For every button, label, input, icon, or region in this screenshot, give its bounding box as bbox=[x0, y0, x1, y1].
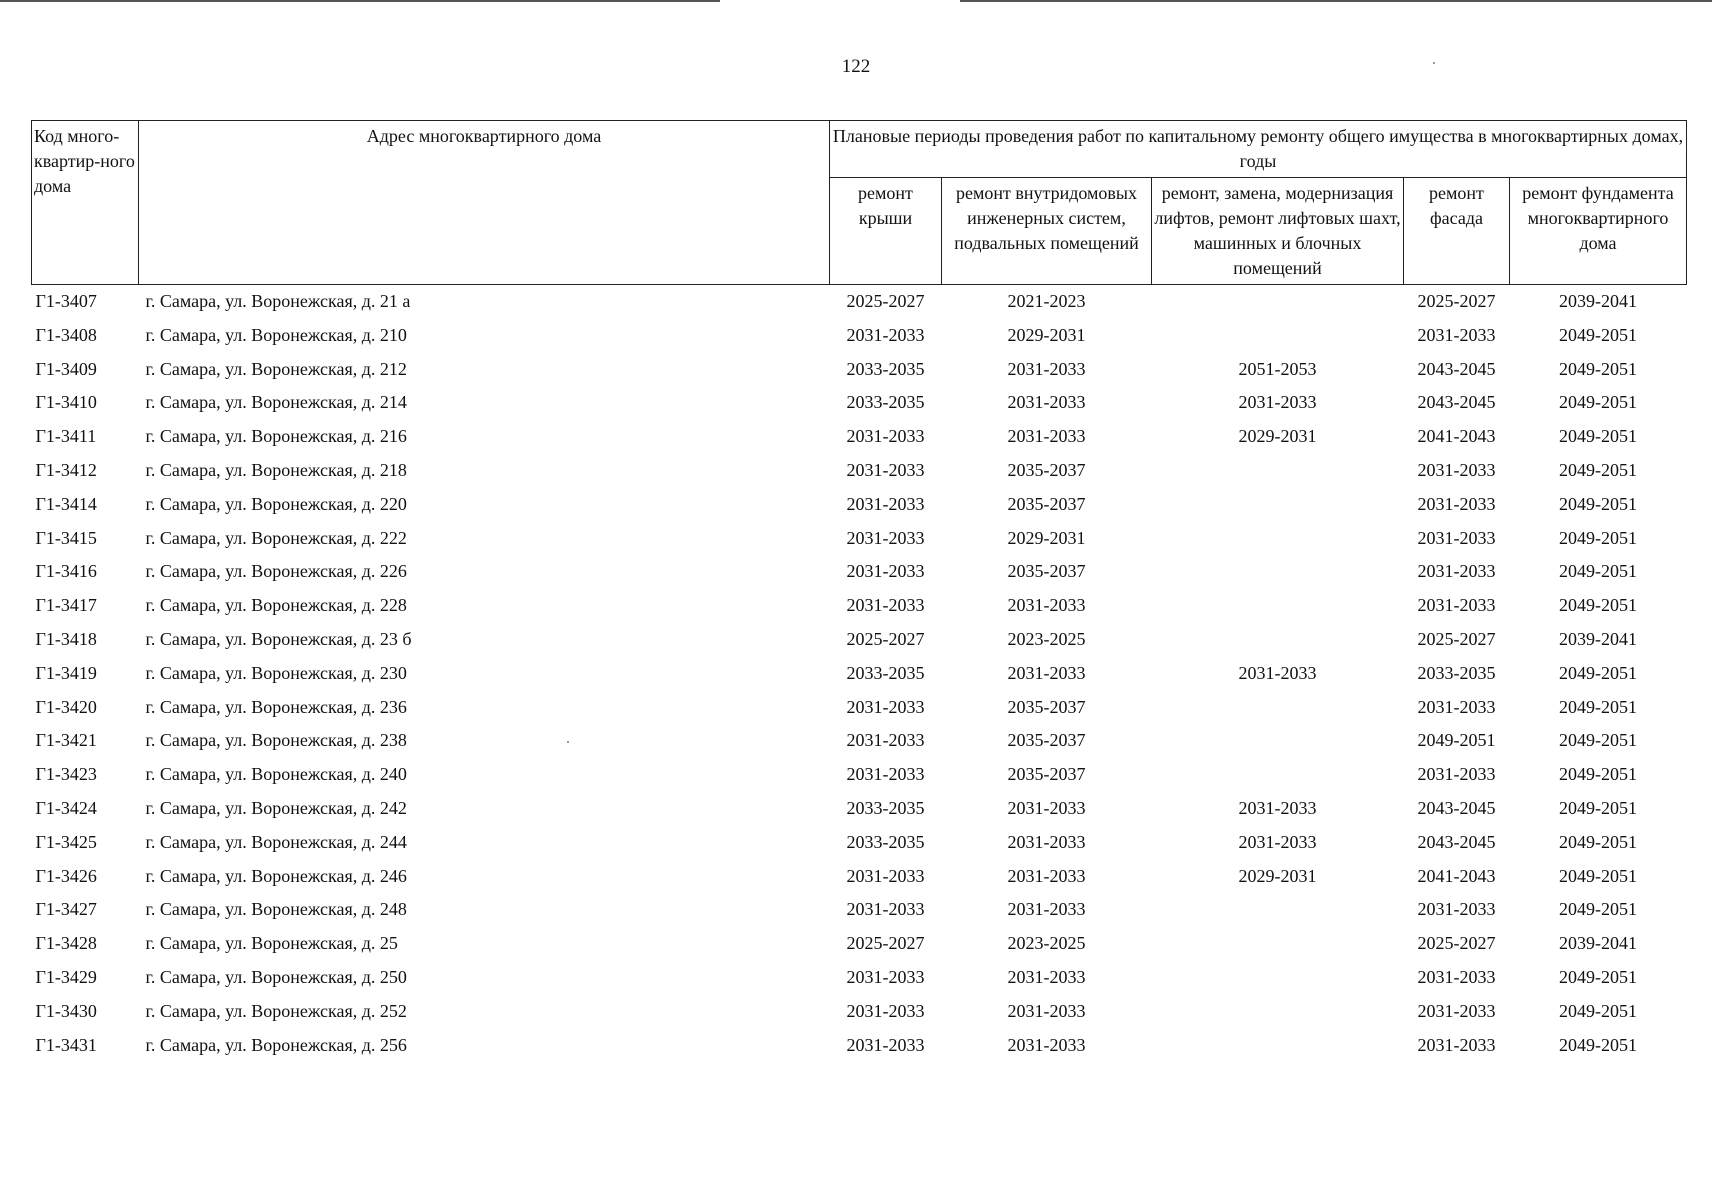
roof-period-cell: 2031-2033 bbox=[846, 899, 925, 920]
address-cell: г. Самара, ул. Воронежская, д. 256 bbox=[145, 1034, 407, 1055]
elevators-period-cell bbox=[1152, 319, 1404, 353]
address-cell: г. Самара, ул. Воронежская, д. 250 bbox=[145, 966, 407, 987]
roof-period-cell: 2025-2027 bbox=[846, 628, 925, 649]
facade-period-cell: 2031-2033 bbox=[1417, 459, 1496, 480]
code-cell: Г1-3408 bbox=[35, 324, 97, 345]
facade-period-cell: 2031-2033 bbox=[1417, 1034, 1496, 1055]
facade-period-cell: 2043-2045 bbox=[1417, 797, 1496, 818]
facade-period-cell: 2031-2033 bbox=[1417, 696, 1496, 717]
facade-period-cell: 2043-2045 bbox=[1417, 358, 1496, 379]
foundation-period-cell: 2049-2051 bbox=[1559, 865, 1637, 886]
elevators-period-cell bbox=[1152, 758, 1404, 792]
facade-period-cell: 2025-2027 bbox=[1417, 933, 1496, 954]
address-cell: г. Самара, ул. Воронежская, д. 222 bbox=[145, 527, 407, 548]
code-cell: Г1-3424 bbox=[35, 797, 97, 818]
code-cell: Г1-3418 bbox=[35, 628, 97, 649]
foundation-period-cell: 2049-2051 bbox=[1559, 662, 1637, 683]
roof-period-cell: 2033-2035 bbox=[846, 662, 925, 683]
code-cell: Г1-3420 bbox=[35, 696, 97, 717]
address-cell: г. Самара, ул. Воронежская, д. 23 б bbox=[145, 628, 412, 649]
code-cell: Г1-3415 bbox=[35, 527, 97, 548]
elevators-period-cell bbox=[1152, 961, 1404, 995]
engineering-period-cell: 2031-2033 bbox=[1007, 1034, 1086, 1055]
address-cell: г. Самара, ул. Воронежская, д. 228 bbox=[145, 595, 407, 616]
page-number: 122 bbox=[841, 56, 871, 77]
foundation-period-cell: 2049-2051 bbox=[1559, 493, 1637, 514]
roof-period-cell: 2025-2027 bbox=[846, 933, 925, 954]
engineering-period-cell: 2035-2037 bbox=[1007, 493, 1086, 514]
engineering-period-cell: 2035-2037 bbox=[1007, 561, 1086, 582]
elevators-period-cell: 2031-2033 bbox=[1238, 797, 1317, 818]
table-row bbox=[32, 657, 1687, 691]
header-facade: ремонт фасада bbox=[1404, 178, 1510, 285]
code-cell: Г1-3410 bbox=[35, 392, 97, 413]
roof-period-cell: 2033-2035 bbox=[846, 831, 925, 852]
elevators-period-cell bbox=[1152, 454, 1404, 488]
foundation-period-cell: 2049-2051 bbox=[1559, 797, 1637, 818]
elevators-period-cell bbox=[1152, 1029, 1404, 1063]
roof-period-cell: 2031-2033 bbox=[846, 595, 925, 616]
roof-period-cell: 2031-2033 bbox=[846, 865, 925, 886]
table-row bbox=[32, 319, 1687, 353]
address-cell: г. Самара, ул. Воронежская, д. 220 bbox=[145, 493, 407, 514]
facade-period-cell: 2031-2033 bbox=[1417, 1000, 1496, 1021]
address-cell: г. Самара, ул. Воронежская, д. 244 bbox=[145, 831, 407, 852]
foundation-period-cell: 2049-2051 bbox=[1559, 426, 1637, 447]
facade-period-cell: 2031-2033 bbox=[1417, 966, 1496, 987]
roof-period-cell: 2031-2033 bbox=[846, 966, 925, 987]
roof-period-cell: 2031-2033 bbox=[846, 764, 925, 785]
engineering-period-cell: 2031-2033 bbox=[1007, 358, 1086, 379]
foundation-period-cell: 2049-2051 bbox=[1559, 324, 1637, 345]
engineering-period-cell: 2031-2033 bbox=[1007, 392, 1086, 413]
header-periods-group: Плановые периоды проведения работ по капитальному ремонту общего имущества в многоквартирных домах, годы bbox=[830, 121, 1687, 178]
elevators-period-cell bbox=[1152, 893, 1404, 927]
roof-period-cell: 2031-2033 bbox=[846, 493, 925, 514]
table-row bbox=[32, 792, 1687, 826]
elevators-period-cell bbox=[1152, 691, 1404, 725]
facade-period-cell: 2025-2027 bbox=[1417, 628, 1496, 649]
address-cell: г. Самара, ул. Воронежская, д. 216 bbox=[145, 426, 407, 447]
elevators-period-cell: 2051-2053 bbox=[1238, 358, 1317, 379]
facade-period-cell: 2041-2043 bbox=[1417, 865, 1496, 886]
header-elevators: ремонт, замена, модернизация лифтов, ремонт лифтовых шахт, машинных и блочных помещений bbox=[1152, 178, 1404, 285]
table-row bbox=[32, 691, 1687, 725]
roof-period-cell: 2033-2035 bbox=[846, 358, 925, 379]
code-cell: Г1-3412 bbox=[35, 459, 97, 480]
code-cell: Г1-3423 bbox=[35, 764, 97, 785]
engineering-period-cell: 2031-2033 bbox=[1007, 426, 1086, 447]
engineering-period-cell: 2021-2023 bbox=[1007, 291, 1086, 311]
code-cell: Г1-3431 bbox=[35, 1034, 97, 1055]
code-cell: Г1-3419 bbox=[35, 662, 97, 683]
elevators-period-cell: 2031-2033 bbox=[1238, 662, 1317, 683]
facade-period-cell: 2033-2035 bbox=[1417, 662, 1496, 683]
foundation-period-cell: 2049-2051 bbox=[1559, 527, 1637, 548]
engineering-period-cell: 2035-2037 bbox=[1007, 459, 1086, 480]
facade-period-cell: 2041-2043 bbox=[1417, 426, 1496, 447]
header-code: Код много-квартир-ного дома bbox=[32, 121, 139, 285]
facade-period-cell: 2031-2033 bbox=[1417, 899, 1496, 920]
engineering-period-cell: 2029-2031 bbox=[1007, 324, 1086, 345]
table-row bbox=[32, 555, 1687, 589]
roof-period-cell: 2031-2033 bbox=[846, 730, 925, 751]
address-cell: г. Самара, ул. Воронежская, д. 21 а bbox=[145, 291, 411, 311]
address-cell: г. Самара, ул. Воронежская, д. 226 bbox=[145, 561, 407, 582]
foundation-period-cell: 2049-2051 bbox=[1559, 899, 1637, 920]
code-cell: Г1-3409 bbox=[35, 358, 97, 379]
code-cell: Г1-3427 bbox=[35, 899, 97, 920]
engineering-period-cell: 2035-2037 bbox=[1007, 696, 1086, 717]
facade-period-cell: 2049-2051 bbox=[1417, 730, 1496, 751]
foundation-period-cell: 2049-2051 bbox=[1559, 966, 1637, 987]
code-cell: Г1-3414 bbox=[35, 493, 97, 514]
elevators-period-cell bbox=[1152, 522, 1404, 556]
engineering-period-cell: 2035-2037 bbox=[1007, 730, 1086, 751]
engineering-period-cell: 2031-2033 bbox=[1007, 662, 1086, 683]
elevators-period-cell bbox=[1152, 285, 1404, 319]
address-cell: г. Самара, ул. Воронежская, д. 214 bbox=[145, 392, 407, 413]
roof-period-cell: 2031-2033 bbox=[846, 324, 925, 345]
engineering-period-cell: 2031-2033 bbox=[1007, 595, 1086, 616]
code-cell: Г1-3416 bbox=[35, 561, 97, 582]
facade-period-cell: 2031-2033 bbox=[1417, 561, 1496, 582]
table-row bbox=[32, 386, 1687, 420]
table-row bbox=[32, 826, 1687, 860]
table-row bbox=[32, 724, 1687, 758]
elevators-period-cell: 2031-2033 bbox=[1238, 392, 1317, 413]
facade-period-cell: 2031-2033 bbox=[1417, 527, 1496, 548]
facade-period-cell: 2043-2045 bbox=[1417, 831, 1496, 852]
facade-period-cell: 2043-2045 bbox=[1417, 392, 1496, 413]
elevators-period-cell bbox=[1152, 488, 1404, 522]
roof-period-cell: 2031-2033 bbox=[846, 459, 925, 480]
table-row bbox=[32, 589, 1687, 623]
code-cell: Г1-3421 bbox=[35, 730, 97, 751]
engineering-period-cell: 2029-2031 bbox=[1007, 527, 1086, 548]
code-cell: Г1-3430 bbox=[35, 1000, 97, 1021]
header-foundation: ремонт фундамента многоквартирного дома bbox=[1510, 178, 1687, 285]
facade-period-cell: 2031-2033 bbox=[1417, 324, 1496, 345]
address-cell: г. Самара, ул. Воронежская, д. 236 bbox=[145, 696, 407, 717]
table-row bbox=[32, 927, 1687, 961]
address-cell: г. Самара, ул. Воронежская, д. 230 bbox=[145, 662, 407, 683]
header-engineering: ремонт внутридомовых инженерных систем, подвальных помещений bbox=[942, 178, 1152, 285]
elevators-period-cell bbox=[1152, 995, 1404, 1029]
address-cell: г. Самара, ул. Воронежская, д. 25 bbox=[145, 933, 398, 954]
engineering-period-cell: 2031-2033 bbox=[1007, 831, 1086, 852]
foundation-period-cell: 2049-2051 bbox=[1559, 1034, 1637, 1055]
header-address: Адрес многоквартирного дома bbox=[139, 121, 830, 285]
roof-period-cell: 2025-2027 bbox=[846, 291, 925, 311]
roof-period-cell: 2031-2033 bbox=[846, 561, 925, 582]
engineering-period-cell: 2023-2025 bbox=[1007, 933, 1086, 954]
table-row bbox=[32, 860, 1687, 894]
repair-schedule-table bbox=[31, 120, 1687, 1062]
table-row bbox=[32, 488, 1687, 522]
roof-period-cell: 2031-2033 bbox=[846, 527, 925, 548]
foundation-period-cell: 2049-2051 bbox=[1559, 358, 1637, 379]
table-row bbox=[32, 758, 1687, 792]
engineering-period-cell: 2031-2033 bbox=[1007, 899, 1086, 920]
address-cell: г. Самара, ул. Воронежская, д. 248 bbox=[145, 899, 407, 920]
address-cell: г. Самара, ул. Воронежская, д. 212 bbox=[145, 358, 407, 379]
engineering-period-cell: 2031-2033 bbox=[1007, 865, 1086, 886]
facade-period-cell: 2031-2033 bbox=[1417, 493, 1496, 514]
foundation-period-cell: 2049-2051 bbox=[1559, 459, 1637, 480]
engineering-period-cell: 2035-2037 bbox=[1007, 764, 1086, 785]
roof-period-cell: 2033-2035 bbox=[846, 797, 925, 818]
address-cell: г. Самара, ул. Воронежская, д. 238 bbox=[145, 730, 407, 751]
engineering-period-cell: 2031-2033 bbox=[1007, 1000, 1086, 1021]
code-cell: Г1-3411 bbox=[35, 426, 97, 447]
foundation-period-cell: 2049-2051 bbox=[1559, 764, 1637, 785]
foundation-period-cell: 2039-2041 bbox=[1559, 628, 1637, 649]
foundation-period-cell: 2049-2051 bbox=[1559, 595, 1637, 616]
foundation-period-cell: 2049-2051 bbox=[1559, 831, 1637, 852]
foundation-period-cell: 2049-2051 bbox=[1559, 561, 1637, 582]
elevators-period-cell bbox=[1152, 555, 1404, 589]
roof-period-cell: 2031-2033 bbox=[846, 1034, 925, 1055]
facade-period-cell: 2025-2027 bbox=[1417, 291, 1496, 311]
elevators-period-cell: 2029-2031 bbox=[1238, 426, 1317, 447]
address-cell: г. Самара, ул. Воронежская, д. 218 bbox=[145, 459, 407, 480]
elevators-period-cell bbox=[1152, 927, 1404, 961]
table-row bbox=[32, 353, 1687, 387]
scan-edge-line-left bbox=[0, 0, 720, 2]
table-row bbox=[32, 420, 1687, 454]
table-row bbox=[32, 961, 1687, 995]
table-row bbox=[32, 623, 1687, 657]
roof-period-cell: 2031-2033 bbox=[846, 426, 925, 447]
table-row bbox=[32, 1029, 1687, 1063]
code-cell: Г1-3429 bbox=[35, 966, 97, 987]
elevators-period-cell bbox=[1152, 724, 1404, 758]
table-row bbox=[32, 522, 1687, 556]
engineering-period-cell: 2023-2025 bbox=[1007, 628, 1086, 649]
header-roof: ремонт крыши bbox=[830, 178, 942, 285]
foundation-period-cell: 2049-2051 bbox=[1559, 730, 1637, 751]
roof-period-cell: 2033-2035 bbox=[846, 392, 925, 413]
table-row bbox=[32, 995, 1687, 1029]
address-cell: г. Самара, ул. Воронежская, д. 210 bbox=[145, 324, 407, 345]
code-cell: Г1-3407 bbox=[35, 291, 97, 311]
foundation-period-cell: 2049-2051 bbox=[1559, 1000, 1637, 1021]
roof-period-cell: 2031-2033 bbox=[846, 696, 925, 717]
roof-period-cell: 2031-2033 bbox=[846, 1000, 925, 1021]
code-cell: Г1-3417 bbox=[35, 595, 97, 616]
scan-edge-line-right bbox=[960, 0, 1712, 2]
table-row bbox=[32, 454, 1687, 488]
address-cell: г. Самара, ул. Воронежская, д. 240 bbox=[145, 764, 407, 785]
address-cell: г. Самара, ул. Воронежская, д. 252 bbox=[145, 1000, 407, 1021]
elevators-period-cell: 2029-2031 bbox=[1238, 865, 1317, 886]
elevators-period-cell bbox=[1152, 589, 1404, 623]
engineering-period-cell: 2031-2033 bbox=[1007, 797, 1086, 818]
code-cell: Г1-3426 bbox=[35, 865, 97, 886]
table-body bbox=[32, 285, 1687, 1063]
table-row bbox=[32, 893, 1687, 927]
foundation-period-cell: 2049-2051 bbox=[1559, 696, 1637, 717]
code-cell: Г1-3428 bbox=[35, 933, 97, 954]
elevators-period-cell: 2031-2033 bbox=[1238, 831, 1317, 852]
foundation-period-cell: 2039-2041 bbox=[1559, 933, 1637, 954]
facade-period-cell: 2031-2033 bbox=[1417, 595, 1496, 616]
foundation-period-cell: 2049-2051 bbox=[1559, 392, 1637, 413]
code-cell: Г1-3425 bbox=[35, 831, 97, 852]
table-row bbox=[32, 285, 1687, 319]
engineering-period-cell: 2031-2033 bbox=[1007, 966, 1086, 987]
address-cell: г. Самара, ул. Воронежская, д. 246 bbox=[145, 865, 407, 886]
address-cell: г. Самара, ул. Воронежская, д. 242 bbox=[145, 797, 407, 818]
foundation-period-cell: 2039-2041 bbox=[1559, 291, 1637, 311]
facade-period-cell: 2031-2033 bbox=[1417, 764, 1496, 785]
elevators-period-cell bbox=[1152, 623, 1404, 657]
